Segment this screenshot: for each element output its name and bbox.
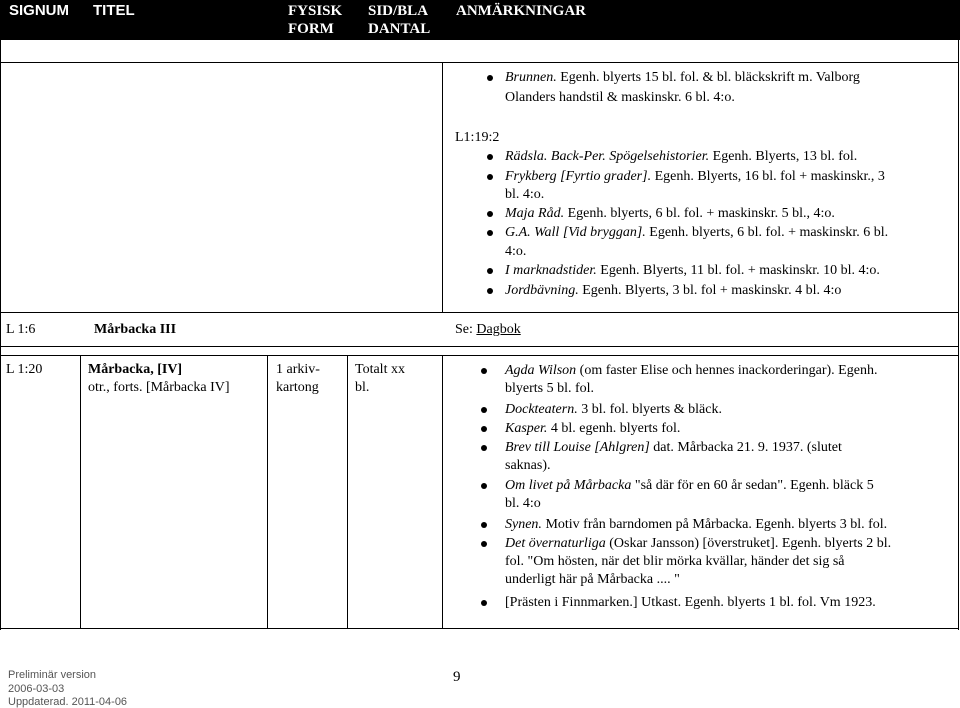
header-sidbla [368,2,430,38]
header-fysisk-line2: FORM [288,21,334,37]
signum-l1-20: L 1:20 [6,362,43,377]
sid-line2: bl. [355,380,370,395]
col-divider-1 [80,355,81,628]
bullet-icon [487,154,493,160]
entry-jordbavning [505,281,841,300]
entry-title: Om livet på Mårbacka [505,478,632,493]
col-divider-4 [442,355,443,628]
table-bottom-border [0,628,959,629]
bullet-icon [481,407,487,413]
entry-title: Dockteatern. [505,402,578,417]
entry-ga-wall-line2: 4:o. [505,244,527,259]
page-number: 9 [453,669,461,685]
entry-ga-wall [505,223,888,242]
entry-agda-wilson [505,361,877,380]
entry-title: Brunnen. [505,70,557,85]
entry-title: Frykberg [Fyrtio grader]. [505,169,652,184]
entry-title: I marknadstider. [505,263,597,278]
entry-title: Agda Wilson [505,363,577,378]
table-right-border [958,40,959,630]
titel-marbacka-iv-line2: otr., forts. [Mårbacka IV] [88,380,230,395]
entry-overnaturliga [505,534,891,553]
bullet-icon [481,368,487,374]
table-left-border [0,40,1,630]
col-divider-2 [267,355,268,628]
entry-frykberg-line2: bl. 4:o. [505,187,545,202]
entry-agda-wilson-line2: blyerts 5 bl. fol. [505,381,595,396]
header-signum: SIGNUM [9,2,69,19]
entry-desc: (om faster Elise och hennes inackorderingar). Egenh. [576,363,878,378]
row-divider-2 [0,312,959,313]
entry-title: Det övernaturliga [505,536,606,551]
bullet-icon [481,541,487,547]
entry-desc: Egenh. Blyerts, 16 bl. fol + maskinskr., 3 [651,169,885,184]
entry-overnaturliga-line2: fol. "Om hösten, när det blir mörka kvällar, händer det sig så [505,554,845,569]
table-header [0,0,960,40]
sid-line1: Totalt xx [355,362,405,377]
footer-version: Preliminär version [8,669,97,681]
titel-marbacka-iii: Mårbacka III [94,322,177,337]
bullet-icon [481,522,487,528]
dagbok-link[interactable]: Dagbok [476,322,521,337]
col-divider-3 [347,355,348,628]
entry-desc: Egenh. blyerts 15 bl. fol. & bl. bläckskrift m. Valborg [556,70,860,85]
entry-desc: Egenh. blyerts, 6 bl. fol. + maskinskr. 6 bl. [645,225,889,240]
entry-om-livet [505,476,874,495]
header-sidbla-line1: SID/BLA [368,3,429,19]
entry-title: Rädsla. Back-Per. Spögelsehistorier. [505,149,710,164]
entry-om-livet-line2: bl. 4:o [505,496,541,511]
shelf-label: L1:19:2 [455,130,500,145]
header-fysisk-line1: FYSISK [288,3,343,19]
footer-updated: Uppdaterad. 2011-04-06 [8,696,128,708]
entry-prasten: [Prästen i Finnmarken.] Utkast. Egenh. blyerts 1 bl. fol. Vm 1923. [505,595,876,610]
entry-brunnen-line2: Olanders handstil & maskinskr. 6 bl. 4:o. [505,90,735,105]
entry-desc: 4 bl. egenh. blyerts fol. [547,421,681,436]
entry-brunnen [505,68,860,87]
signum-l1-6: L 1:6 [6,322,36,337]
bullet-icon [481,600,487,606]
bullet-icon [487,288,493,294]
bullet-icon [487,268,493,274]
row-divider-1 [0,62,959,63]
entry-desc: Motiv från barndomen på Mårbacka. Egenh. blyerts 3 bl. fol. [541,517,888,532]
header-sidbla-line2: DANTAL [368,21,431,37]
entry-title: G.A. Wall [Vid bryggan]. [505,225,646,240]
entry-brev-louise [505,438,842,457]
entry-title: Brev till Louise [Ahlgren] [505,440,650,455]
bullet-icon [481,483,487,489]
footer-date: 2006-03-03 [8,683,65,695]
titel-marbacka-iv: Mårbacka, [IV] [88,362,183,377]
entry-brev-louise-line2: saknas). [505,458,551,473]
bullet-icon [487,211,493,217]
entry-desc: (Oskar Jansson) [överstruket]. Egenh. blyerts 2 bl. [605,536,892,551]
entry-marknadstider [505,261,880,280]
bullet-icon [487,174,493,180]
entry-title: Maja Råd. [505,206,565,221]
header-fysisk [288,2,342,38]
entry-desc: Egenh. blyerts, 6 bl. fol. + maskinskr. 5 bl., 4:o. [564,206,835,221]
entry-radsla [505,147,857,166]
bullet-icon [487,75,493,81]
see-label: Se: [455,322,477,337]
entry-synen [505,515,887,534]
form-line2: kartong [276,380,319,395]
bullet-icon [487,230,493,236]
entry-desc: 3 bl. fol. blyerts & bläck. [577,402,722,417]
row-divider-4 [0,355,959,356]
header-titel: TITEL [93,2,135,19]
entry-title: Synen. [505,517,542,532]
entry-kasper [505,419,680,438]
entry-title: Kasper. [505,421,548,436]
col-divider-anm-top [442,62,443,312]
entry-maja-rad [505,204,835,223]
entry-desc: dat. Mårbacka 21. 9. 1937. (slutet [649,440,842,455]
see-reference [455,320,521,339]
entry-overnaturliga-line3: underligt här på Mårbacka .... " [505,572,680,587]
entry-desc: Egenh. Blyerts, 13 bl. fol. [709,149,858,164]
entry-desc: "så där för en 60 år sedan". Egenh. bläck 5 [631,478,874,493]
entry-desc: Egenh. Blyerts, 3 bl. fol + maskinskr. 4 bl. 4:o [578,283,842,298]
row-divider-3 [0,346,959,347]
entry-dockteatern [505,400,722,419]
entry-frykberg [505,167,885,186]
entry-desc: Egenh. Blyerts, 11 bl. fol. + maskinskr. 10 bl. 4:o. [596,263,880,278]
entry-title: Jordbävning. [505,283,579,298]
bullet-icon [481,426,487,432]
header-anmarkningar: ANMÄRKNINGAR [456,3,586,19]
bullet-icon [481,445,487,451]
form-line1: 1 arkiv- [276,362,320,377]
